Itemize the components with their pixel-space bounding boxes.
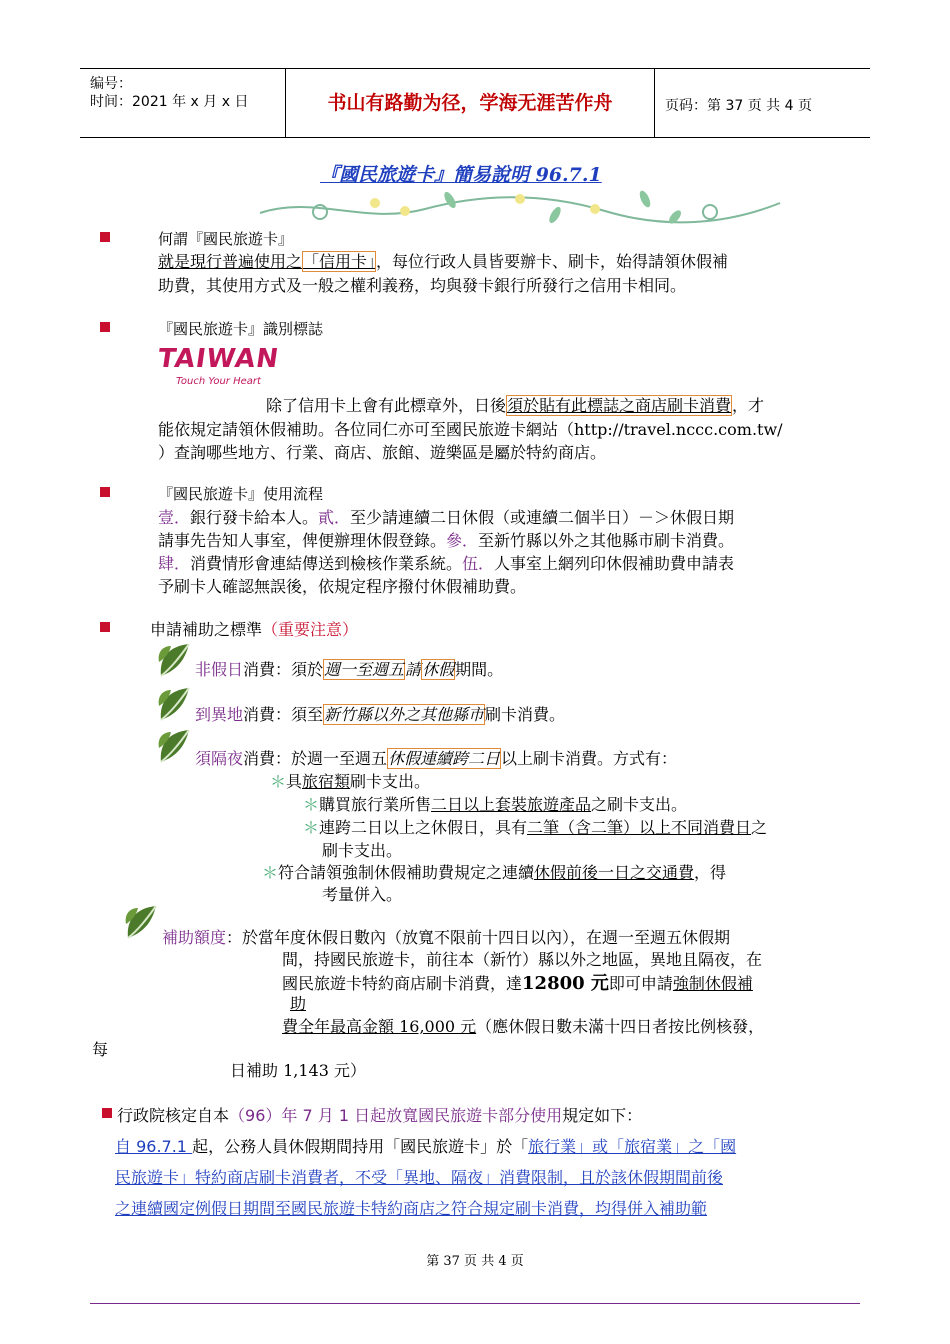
vine-decoration <box>255 185 785 230</box>
credit-card-highlight: 「信用卡」 <box>303 252 376 271</box>
section-6-line-1 <box>115 1134 736 1157</box>
method-1-c: 刷卡支出。 <box>350 772 431 791</box>
leave-highlight: 休假 <box>422 660 455 679</box>
method-1-a: 具 <box>286 772 303 791</box>
step-5-number: 伍． <box>462 554 495 573</box>
header-left-cell <box>80 69 286 137</box>
step-2-text: 至少請連續二日休假（或連續二個半日）－＞休假日期 <box>350 508 735 527</box>
section-3-heading: 『國民旅遊卡』使用流程 <box>158 485 324 503</box>
subsidy-key: 補助額度 <box>162 928 227 947</box>
section-4-heading <box>150 617 358 640</box>
header-center-cell <box>286 69 655 137</box>
asterisk-icon: ＊ <box>303 818 320 837</box>
bullet-marker <box>100 232 110 242</box>
rule-non-holiday <box>195 657 503 680</box>
method-2-c: 之刷卡支出。 <box>591 795 688 814</box>
method-2-a: 購買旅行業所售 <box>319 795 432 814</box>
method-3 <box>303 815 767 838</box>
bullet-marker <box>100 487 110 497</box>
method-4-cont: 考量併入。 <box>322 885 403 904</box>
asterisk-icon: ＊ <box>262 863 279 882</box>
subsidy-l3-d: 強制休假補 <box>672 974 753 993</box>
subsidy-l1: ：於當年度休假日數內（放寬不限前十四日以內），在週一至週五休假期 <box>226 928 731 947</box>
rule-non-holiday-c: 請 <box>405 660 422 679</box>
section-3-line-3 <box>158 551 734 574</box>
step-1-number: 壹． <box>158 508 191 527</box>
leaf-icon <box>155 640 195 680</box>
asterisk-icon: ＊ <box>270 772 287 791</box>
page-title: 『國民旅遊卡』簡易說明 96.7.1 <box>320 164 602 186</box>
rule-other-place-a: 消費：須至 <box>243 705 324 724</box>
important-note: （重要注意） <box>262 620 359 639</box>
step-3-number: 參． <box>446 531 479 550</box>
method-4-c: ，得 <box>694 863 727 882</box>
rule-overnight <box>195 746 677 769</box>
section-2-line-1 <box>266 393 764 416</box>
section-6-line-2: 民旅遊卡」特約商店刷卡消費者，不受「異地、隔夜」消費限制，且於該休假期間前後 <box>115 1168 724 1187</box>
subsidy-line-1 <box>162 925 730 948</box>
method-3-b: 二筆（含二筆）以上不同消費日 <box>527 818 752 837</box>
method-4-a: 符合請領強制休假補助費規定之連續 <box>278 863 535 882</box>
method-3-a: 連跨二日以上之休假日，具有 <box>319 818 528 837</box>
header-table <box>80 68 870 138</box>
step-2-text-cont: 請事先告知人事室，俾便辦理休假登錄。 <box>158 531 447 550</box>
taiwan-logo-subtext: Touch Your Heart <box>176 376 261 387</box>
section-2-heading: 『國民旅遊卡』識別標誌 <box>158 320 324 338</box>
section-1-heading: 何謂『國民旅遊卡』 <box>158 230 294 248</box>
motto: 书山有路勤为径，学海无涯苦作舟 <box>327 92 613 114</box>
subsidy-l3-c: 即可申請 <box>608 974 673 993</box>
section-6-l1-c: 旅行業」或「旅宿業」之「國 <box>528 1137 737 1156</box>
footer-page-number: 第 37 页 共 4 页 <box>426 1254 524 1269</box>
marked-stores-highlight: 須於貼有此標誌之商店刷卡消費 <box>507 396 732 415</box>
rule-overnight-a: 消費：於週一至週五 <box>243 749 388 768</box>
subsidy-l3-a: 國民旅遊卡特約商店刷卡消費，達 <box>282 974 523 993</box>
rule-non-holiday-key: 非假日 <box>195 660 244 679</box>
method-4-b: 休假前後一日之交通費 <box>534 863 695 882</box>
subsidy-max-amount: 費全年最高金額 16,000 元 <box>282 1017 477 1036</box>
section-1-line-1-rest: ，每位行政人員皆要辦卡、刷卡，始得請領休假補 <box>376 252 729 271</box>
subsidy-l5-b: （應休假日數未滿十四日者按比例核發， <box>476 1017 765 1036</box>
header-right-cell <box>655 69 870 137</box>
method-2-b: 二日以上套裝旅遊產品 <box>431 795 592 814</box>
step-2-number: 貳． <box>318 508 351 527</box>
bullet-marker <box>102 1108 112 1118</box>
section-6-heading-a: 行政院核定自本 <box>117 1106 230 1125</box>
asterisk-icon: ＊ <box>303 795 320 814</box>
weekday-highlight: 週一至週五 <box>324 660 405 679</box>
step-4-text: 消費情形會連結傳送到檢核作業系統。 <box>190 554 463 573</box>
date-label: 时间：2021 年 x 月 x 日 <box>90 94 249 110</box>
rule-other-place <box>195 702 565 725</box>
rule-non-holiday-a: 消費：須於 <box>243 660 324 679</box>
method-2 <box>303 792 687 815</box>
section-6-heading-b: （96）年 7 月 1 日起放寬國民旅遊卡部分使用 <box>229 1106 563 1125</box>
footer-rule <box>90 1303 860 1304</box>
method-1 <box>270 769 430 792</box>
section-3-line-1 <box>158 505 734 528</box>
taiwan-logo-text: TAIWAN <box>155 344 282 374</box>
section-4-heading-text: 申請補助之標準 <box>150 620 263 639</box>
section-2-line-2: 能依規定請領休假補助。各位同仁亦可至國民旅遊卡網站（http://travel.nccc.com.tw/ <box>158 420 783 439</box>
taiwan-logo <box>155 342 282 397</box>
section-6-heading <box>117 1103 642 1126</box>
section-6-l1-b: 起，公務人員休假期間持用「國民旅遊卡」於「 <box>192 1137 529 1156</box>
bullet-marker <box>100 622 110 632</box>
two-day-highlight: 休假連續跨二日 <box>388 749 501 768</box>
step-4-number: 肆． <box>158 554 191 573</box>
section-2-line-1-c: ，才 <box>732 396 765 415</box>
rule-non-holiday-e: 期間。 <box>455 660 504 679</box>
rule-overnight-key: 須隔夜 <box>195 749 244 768</box>
subsidy-line-2: 間，持國民旅遊卡，前往本（新竹）縣以外之地區，異地且隔夜，在 <box>282 950 763 969</box>
subsidy-line-6: 每 <box>92 1040 109 1059</box>
section-6-heading-c: 規定如下： <box>562 1106 643 1125</box>
current-use-text: 就是現行普遍使用之 <box>158 252 303 271</box>
section-1-line-2: 助費，其使用方式及一般之權利義務，均與發卡銀行所發行之信用卡相同。 <box>158 276 687 295</box>
effective-date: 自 96.7.1 <box>115 1137 193 1156</box>
rule-other-place-key: 到異地 <box>195 705 244 724</box>
step-3-text: 至新竹縣以外之其他縣市刷卡消費。 <box>478 531 735 550</box>
subsidy-line-3 <box>282 969 753 995</box>
rule-other-place-c: 刷卡消費。 <box>485 705 566 724</box>
subsidy-threshold: 12800 元 <box>522 973 609 994</box>
leaf-icon <box>122 902 162 942</box>
section-2-line-3: ）查詢哪些地方、行業、商店、旅館、遊樂區是屬於特約商店。 <box>158 443 607 462</box>
code-label: 编号： <box>90 76 132 92</box>
rule-overnight-c: 以上刷卡消費。方式有： <box>501 749 678 768</box>
method-3-c: 之 <box>751 818 768 837</box>
section-1-line-1 <box>158 249 728 272</box>
leaf-icon <box>155 726 195 766</box>
method-1-b: 旅宿類 <box>302 772 351 791</box>
bullet-marker <box>100 322 110 332</box>
section-6-line-3: 之連續國定例假日期間至國民旅遊卡特約商店之符合規定刷卡消費，均得併入補助範 <box>115 1199 708 1218</box>
step-5-text: 人事室上網列印休假補助費申請表 <box>494 554 735 573</box>
section-3-line-4: 予刷卡人確認無誤後，依規定程序撥付休假補助費。 <box>158 577 527 596</box>
subsidy-line-4: 助 <box>290 994 307 1013</box>
page-label: 页码：第 37 页 共 4 页 <box>665 98 812 114</box>
method-3-cont: 刷卡支出。 <box>322 841 403 860</box>
leaf-icon <box>155 684 195 724</box>
outside-county-highlight: 新竹縣以外之其他縣市 <box>324 705 485 724</box>
method-4 <box>262 860 726 883</box>
subsidy-line-7: 日補助 1,143 元） <box>230 1061 366 1080</box>
step-1-text: 銀行發卡給本人。 <box>190 508 319 527</box>
subsidy-line-5 <box>282 1014 764 1037</box>
section-3-line-2 <box>158 528 734 551</box>
section-2-line-1-a: 除了信用卡上會有此標章外，日後 <box>266 396 507 415</box>
